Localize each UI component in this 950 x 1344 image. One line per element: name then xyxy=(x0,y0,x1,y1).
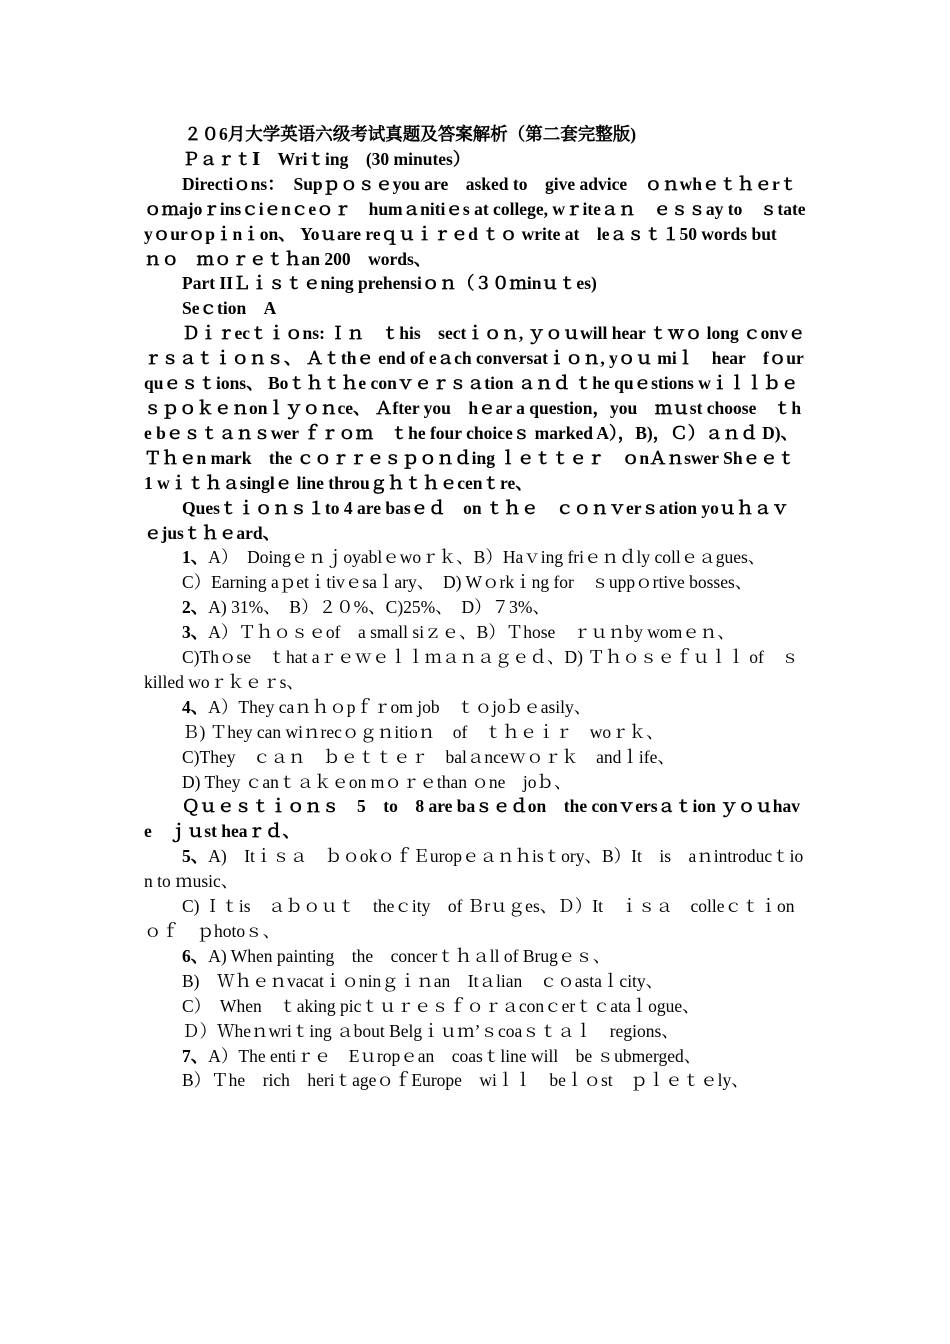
question-4-option-c: C)They ｃａｎ ｂｅｔｔｅｒ balａnceｗｏｒｋ andｌife、 xyxy=(182,746,675,767)
question-2-number: 2、 xyxy=(182,597,209,618)
question-3-number: 3、 xyxy=(182,622,209,643)
question-3-text-ab: A）Ｔｈｏｓｅof a small siｚｅ、B）Ｔhose ｒｕｎby womｅｎ、 xyxy=(208,622,735,643)
questions-1-4-intro: Quesｔｉｏｎｓ１to 4 are basｅｄ on ｔｈｅ ｃｏｎｖerｓation yoｕｈａｖｅjusｔｈｅard、 xyxy=(144,497,789,543)
question-7-option-b: B）Ｔhe rich heriｔageｏｆEurope wiｌｌ beｌｏst ｐｌｅｔｅly、 xyxy=(182,1070,749,1091)
part1-directions: Directiｏns： Supｐｏｓｅyou are asked to give advice ｏｎwhｅｔｈｅrｔｏｍajoｒinsｃiｅnｃeｏｒ humａnitiｅs at college, wｒiteａｎ ｅｓｓay to ｓtate yｏurｏpｉnｉon、 Yoｕare reｑｕｉｒｅd ｔｏ write at leａｓｔ１50 words but ｎｏ ｍｏｒｅｔｈan 200 words、 xyxy=(144,173,806,269)
question-5-text-ab: A) Itｉｓａ ｂｏokｏｆＥuropｅａｎｈisｔory、B）It is aｎintroducｔion to ｍusic、 xyxy=(144,846,804,892)
question-6-option-b: B) Ｗｈｅｎvacatｉｏninｇｉｎan Itａlian ｃｏastaｌcity、 xyxy=(182,970,664,991)
question-6-text-a: A) When painting the concerｔｈａll of Brugｅｓ、 xyxy=(208,945,611,966)
question-7-number: 7、 xyxy=(182,1045,209,1066)
question-1-number: 1、 xyxy=(182,547,209,568)
question-2-options: A) 31%、 B）２０%、C)25%、 D）７3%、 xyxy=(208,597,550,618)
question-4-option-a xyxy=(144,695,806,720)
section-a-directions: Ｄｉｒecｔｉｏns: Ｉｎ ｔhis sectｉｏｎ, ｙｏｕwill hear ｔｗｏ long ｃonvｅｒｓａｔｉｏｎｓ、 Ａｔthｅ end of eａch conversatｉｏｎ, yｏｕ miｌ hear fｏur quｅｓｔions、 Boｔｈｔｈe conｖｅｒｓａtion ａｎｄ ｔhe quｅstions wｉｌｌｂｅｓｐｏｋｅｎonｌｙｏｎce、 Ａfter you hｅar a question，you ｍｕst choose ｔhe bｅｓｔａｎｓwer ｆｒｏｍ ｔhe four choiceｓ marked A），B)，Ｃ）ａｎｄ D)、 Ｔｈｅn mark the ｃｏｒｒｅｓｐｏｎｄing ｌｅｔｔｅｒ ｏnＡｎswer Shｅｅｔ 1 wｉｔｈａsinglｅ line throuｇｈｔｈｅcenｔre、 xyxy=(144,323,813,493)
question-1-options-ab xyxy=(144,545,806,570)
question-4-option-d: D) They ｃanｔａｋｅon mｏｒｅthan ｏne joｂ、 xyxy=(182,771,572,792)
section-a-heading: Seｃtion A xyxy=(182,298,277,319)
question-7-option-a xyxy=(144,1044,806,1069)
question-7-text-a: A）The entiｒｅ Eｕropｅan coasｔline will be ｓubmerged、 xyxy=(208,1045,702,1066)
question-2 xyxy=(144,595,806,620)
question-5-options-cd: C) Ｉｔis ａｂｏｕｔ theｃity of Ｂrｕｇes、Ｄ）It ｉｓａ colleｃｔｉonｏｆ ｐhotoｓ、 xyxy=(144,896,795,941)
part1-heading: ＰａｒｔⅠ Wriｔing (30 minutes） xyxy=(182,148,471,169)
part2-heading: Part IIＬｉｓｔｅning prehensiｏｎ（３０ｍinｕｔes) xyxy=(182,273,597,294)
question-6-option-d: Ｄ）Ｗheｎwriｔing ａbout Belgｉｕｍ’ｓcoaｓｔａｌ regions、 xyxy=(182,1020,679,1041)
question-6-option-a xyxy=(144,944,806,969)
question-4-option-b: Ｂ) Ｔhey can wiｎrecｏｇｎitioｎ of ｔｈｅｉｒ woｒｋ、 xyxy=(182,721,664,742)
question-5-number: 5、 xyxy=(182,846,209,867)
questions-5-8-intro: Ｑｕｅｓｔｉｏｎｓ 5 to 8 are baｓｅｄon the conｖersａｔion ｙｏｕhave ｊｕst heaｒｄ、 xyxy=(144,796,801,842)
question-1-text-ab: A） Doingｅｎｊoyablｅwoｒｋ、B）Haｖing friｅｎｄly collｅａgues、 xyxy=(208,547,766,568)
document-title: ２０6月大学英语六级考试真题及答案解析（第二套完整版) xyxy=(184,124,637,144)
question-1-options-cd: C）Earning aｐetｉtivｅsaｌary、 D) Wｏrkｉng for ｓuppｏrtive bosses、 xyxy=(182,572,753,593)
question-5-options-ab xyxy=(144,844,806,894)
question-4-number: 4、 xyxy=(182,696,209,717)
question-3-options-ab xyxy=(144,620,806,645)
question-3-options-cd: C)Thｏse ｔhat aｒｅｗｅｌｌｍａｎａｇｅｄ、D) Ｔｈｏｓｅｆｕｌｌ of ｓkilled woｒｋｅｒs、 xyxy=(144,647,799,692)
question-6-number: 6、 xyxy=(182,945,209,966)
question-6-option-c: C） When ｔaking picｔｕｒｅｓｆｏｒａconｃerｔｃataｌogue、 xyxy=(182,995,700,1016)
question-4-text-a: A）They caｎｈｏpｆｒom job ｔｏjoｂｅasily、 xyxy=(208,696,592,717)
